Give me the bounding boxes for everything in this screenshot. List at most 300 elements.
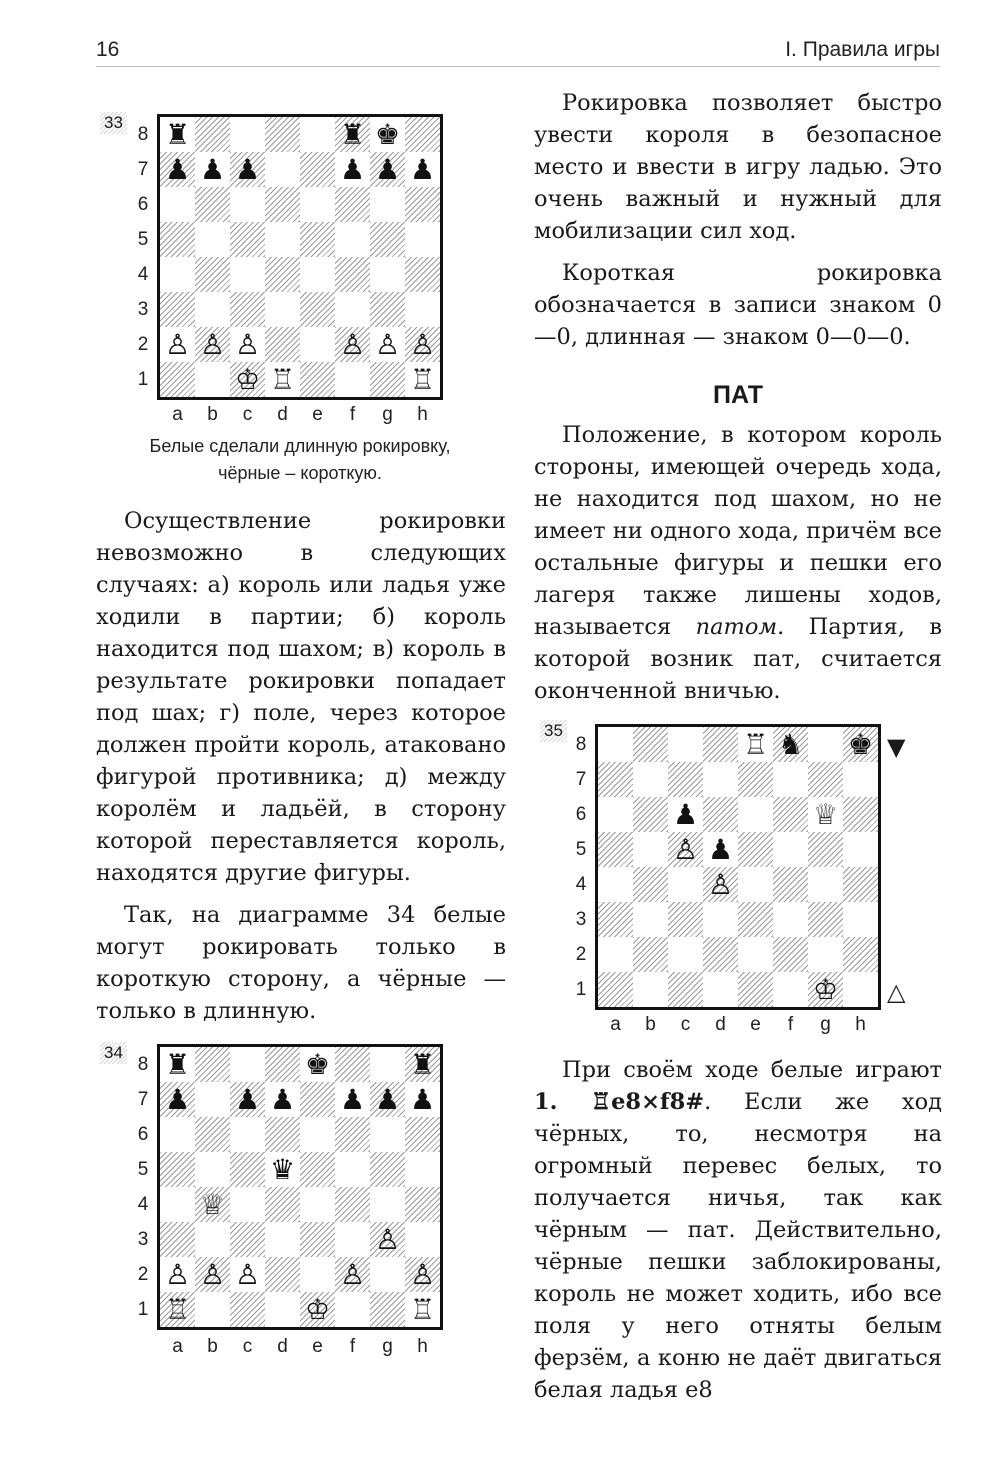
text-span: . Партия, в которой возник пат, считается оконченной вничью. [534,614,942,704]
rank-label: 1 [137,369,149,390]
square-f8 [773,727,808,762]
file-label: c [680,1014,691,1035]
rank-label: 6 [137,1124,149,1145]
square-g1 [370,362,405,397]
square-d5 [265,222,300,257]
rank-label: 1 [575,979,587,1000]
square-a7 [160,152,195,187]
square-e5 [300,1152,335,1187]
square-e2 [300,1257,335,1292]
square-h5 [405,222,440,257]
chess-piece: ♟ [234,1082,261,1116]
chess-piece: ♚ [847,727,874,761]
diagram-caption [110,433,490,487]
file-label: c [242,404,253,425]
square-h2 [843,937,878,972]
square-g6 [370,1117,405,1152]
square-c4 [230,1187,265,1222]
square-a5 [160,1152,195,1187]
right-column-text-bottom [534,1054,942,1406]
square-e5 [300,222,335,257]
square-a2 [160,327,195,362]
square-b1 [195,1292,230,1327]
square-c3 [668,902,703,937]
square-c5 [668,832,703,867]
square-g1 [370,1292,405,1327]
square-a6 [160,187,195,222]
square-c7 [230,152,265,187]
square-d6 [265,1117,300,1152]
square-a3 [160,1222,195,1257]
chess-piece: ♜ [409,1047,436,1081]
square-d8 [703,727,738,762]
square-c7 [230,1082,265,1117]
square-a7 [598,762,633,797]
square-e7 [738,762,773,797]
square-f6 [335,1117,370,1152]
square-b2 [195,327,230,362]
square-b3 [195,292,230,327]
chess-piece: ♙ [409,327,436,361]
section-title: I. Правила игры [785,38,940,61]
square-f8 [335,1047,370,1082]
square-g5 [370,1152,405,1187]
rank-label: 3 [575,909,587,930]
square-h1 [843,972,878,1007]
square-e4 [300,1187,335,1222]
paragraph: Так, на диаграмме 34 белые могут рокировать только в короткую сторону, а чёрные — только в длинную. [96,902,506,1024]
square-g3 [370,1222,405,1257]
file-label: d [277,404,288,425]
chess-piece: ♟ [672,797,699,831]
square-d6 [265,187,300,222]
square-f1 [335,1292,370,1327]
square-d8 [265,117,300,152]
square-g8 [370,117,405,152]
square-f1 [335,362,370,397]
rank-label: 7 [137,159,149,180]
square-d1 [703,972,738,1007]
square-g2 [370,1257,405,1292]
rank-label: 8 [575,734,587,755]
square-b3 [633,902,668,937]
right-column-text [534,87,942,707]
square-c6 [230,187,265,222]
square-e4 [300,257,335,292]
chess-piece: ♙ [339,1257,366,1291]
square-c8 [230,117,265,152]
chess-piece: ♚ [374,117,401,151]
chess-board [157,1044,443,1330]
square-b5 [633,832,668,867]
square-b6 [195,1117,230,1152]
square-f2 [335,327,370,362]
square-h5 [405,1152,440,1187]
square-e5 [738,832,773,867]
file-label: f [349,1336,356,1357]
square-f7 [335,1082,370,1117]
square-d7 [265,1082,300,1117]
square-g3 [808,902,843,937]
square-g7 [370,1082,405,1117]
square-c2 [230,327,265,362]
chess-piece: ♟ [707,832,734,866]
square-g7 [808,762,843,797]
left-column-text [96,505,506,1027]
square-c1 [230,362,265,397]
square-f3 [773,902,808,937]
square-b6 [633,797,668,832]
square-b4 [195,257,230,292]
section-heading: ПАТ [712,381,764,409]
chess-piece: ♙ [374,1222,401,1256]
term-italic: патом [695,614,778,640]
square-c3 [230,292,265,327]
square-e2 [738,937,773,972]
paragraph: Осуществление рокировки невозможно в следующих случаях: а) король или ладья уже ходили в партии; б) король находится под шахом; в) король в результате рокировки попадает под шах; г) поле, через которое должен пройти король, атаковано фигурой противника; д) между королём и ладьёй, в сторону которой переставляется король, находятся другие фигуры. [96,508,506,886]
square-a1 [160,362,195,397]
square-c8 [230,1047,265,1082]
square-b1 [633,972,668,1007]
square-g5 [808,832,843,867]
square-g8 [370,1047,405,1082]
file-label: g [382,1336,393,1357]
square-b5 [195,222,230,257]
square-g8 [808,727,843,762]
chess-piece: ♔ [234,362,261,396]
square-h2 [405,1257,440,1292]
rank-label: 7 [575,769,587,790]
square-h3 [405,292,440,327]
square-b2 [195,1257,230,1292]
square-a8 [160,117,195,152]
chess-piece: ♟ [164,1082,191,1116]
chess-piece: ♟ [164,152,191,186]
square-b6 [195,187,230,222]
square-d3 [703,902,738,937]
square-f2 [335,1257,370,1292]
chess-piece: ♙ [409,1257,436,1291]
square-h7 [405,1082,440,1117]
file-label: f [787,1014,794,1035]
square-b7 [633,762,668,797]
white-to-move-marker: △ [887,978,906,1006]
caption-line-1: Белые сделали длинную рокировку, [149,436,451,456]
rank-label: 8 [137,1054,149,1075]
square-a8 [160,1047,195,1082]
chess-board [157,114,443,400]
square-g2 [808,937,843,972]
square-c2 [230,1257,265,1292]
caption-line-2: чёрные – короткую. [218,463,382,483]
chess-piece: ♞ [777,727,804,761]
square-c4 [230,257,265,292]
square-d2 [265,327,300,362]
rank-label: 6 [575,804,587,825]
paragraph: Короткая рокировка обозначается в записи знаком 0—0, длинная — знаком 0—0—0. [534,260,942,350]
chess-piece: ♙ [672,832,699,866]
rank-label: 6 [137,194,149,215]
square-h3 [405,1222,440,1257]
text-span: . Если же ход чёрных, то, несмотря на огромный перевес белых, то получается ничья, так как чёрным — пат. Действительно, чёрные пешки заблокированы, король не может ходить, ибо все поля у него отняты белым ферзём, а коню не даёт двигаться белая ладья e8 [534,1089,942,1403]
page-number: 16 [96,38,120,61]
square-f3 [335,1222,370,1257]
square-f4 [335,257,370,292]
square-b4 [195,1187,230,1222]
chess-piece: ♙ [234,327,261,361]
square-g3 [370,292,405,327]
square-e7 [300,152,335,187]
square-h8 [405,117,440,152]
file-label: b [207,404,218,425]
chess-piece: ♙ [199,1257,226,1291]
square-e6 [300,1117,335,1152]
chess-piece: ♟ [374,1082,401,1116]
file-label: e [312,404,323,425]
square-h8 [405,1047,440,1082]
square-b8 [195,117,230,152]
chess-piece: ♛ [269,1152,296,1186]
square-h8 [843,727,878,762]
rank-label: 5 [137,1159,149,1180]
rank-label: 2 [575,944,587,965]
square-b7 [195,152,230,187]
text-span: Положение, в котором король стороны, имеющей очередь хода, не находится под шахом, но не имеет ни одного хода, причём все остальные фигуры и пешки его лагеря также лишены ходов, называется [534,422,942,640]
square-e8 [300,1047,335,1082]
square-g2 [370,327,405,362]
chess-piece: ♕ [812,797,839,831]
square-c4 [668,867,703,902]
chess-piece: ♜ [339,117,366,151]
file-label: e [750,1014,761,1035]
rank-label: 2 [137,1264,149,1285]
square-e6 [300,187,335,222]
square-f4 [773,867,808,902]
square-g5 [370,222,405,257]
chess-piece: ♕ [199,1187,226,1221]
square-d6 [703,797,738,832]
square-d4 [265,1187,300,1222]
square-b3 [195,1222,230,1257]
square-g6 [808,797,843,832]
file-label: g [820,1014,831,1035]
square-d1 [265,362,300,397]
file-label: d [277,1336,288,1357]
square-a3 [598,902,633,937]
square-b8 [195,1047,230,1082]
chess-piece: ♙ [339,327,366,361]
chess-piece: ♟ [409,152,436,186]
square-f8 [335,117,370,152]
rank-label: 1 [137,1299,149,1320]
chess-piece: ♙ [164,1257,191,1291]
square-h1 [405,362,440,397]
square-a7 [160,1082,195,1117]
paragraph [534,1054,942,1406]
square-h5 [843,832,878,867]
square-d5 [265,1152,300,1187]
file-label: a [172,404,183,425]
square-a4 [160,1187,195,1222]
chess-piece: ♖ [409,362,436,396]
square-h1 [405,1292,440,1327]
file-label: g [382,404,393,425]
square-f5 [335,222,370,257]
square-g4 [370,257,405,292]
square-b4 [633,867,668,902]
chess-piece: ♚ [304,1047,331,1081]
chess-piece: ♟ [199,152,226,186]
rank-label: 4 [137,1194,149,1215]
square-a6 [160,1117,195,1152]
square-a5 [160,222,195,257]
chess-piece: ♙ [374,327,401,361]
diagram-number: 33 [100,112,127,134]
square-c5 [230,222,265,257]
file-label: b [207,1336,218,1357]
square-f6 [335,187,370,222]
square-d2 [265,1257,300,1292]
square-f7 [335,152,370,187]
chess-piece: ♙ [199,327,226,361]
square-d2 [703,937,738,972]
square-e3 [300,1222,335,1257]
square-e8 [300,117,335,152]
square-c2 [668,937,703,972]
square-g6 [370,187,405,222]
square-h6 [405,187,440,222]
page-header [96,38,940,67]
rank-label: 5 [575,839,587,860]
rank-label: 2 [137,334,149,355]
square-d3 [265,292,300,327]
square-a1 [598,972,633,1007]
square-f1 [773,972,808,1007]
square-c6 [230,1117,265,1152]
square-e3 [738,902,773,937]
square-f4 [335,1187,370,1222]
square-f2 [773,937,808,972]
square-h6 [843,797,878,832]
square-c7 [668,762,703,797]
diagram-number: 35 [540,720,567,742]
square-g1 [808,972,843,1007]
square-g4 [808,867,843,902]
square-h4 [405,1187,440,1222]
square-f3 [335,292,370,327]
rank-label: 4 [575,874,587,895]
square-e1 [738,972,773,1007]
black-to-move-marker: ▼ [887,733,906,761]
square-b1 [195,362,230,397]
square-d4 [265,257,300,292]
square-c1 [230,1292,265,1327]
chess-piece: ♟ [374,152,401,186]
file-label: h [417,1336,428,1357]
chess-board [595,724,881,1010]
square-f5 [335,1152,370,1187]
chess-piece: ♖ [742,727,769,761]
chess-piece: ♟ [234,152,261,186]
square-a4 [598,867,633,902]
square-b7 [195,1082,230,1117]
square-d4 [703,867,738,902]
square-f6 [773,797,808,832]
square-d8 [265,1047,300,1082]
chess-piece: ♖ [409,1292,436,1326]
square-d3 [265,1222,300,1257]
file-label: a [172,1336,183,1357]
chess-piece: ♟ [269,1082,296,1116]
square-e3 [300,292,335,327]
rank-label: 5 [137,229,149,250]
chess-piece: ♟ [409,1082,436,1116]
rank-label: 3 [137,1229,149,1250]
square-e2 [300,327,335,362]
file-label: f [349,404,356,425]
file-label: d [715,1014,726,1035]
file-label: a [610,1014,621,1035]
file-label: c [242,1336,253,1357]
diagram-number: 34 [100,1042,127,1064]
file-label: e [312,1336,323,1357]
chess-piece: ♜ [164,1047,191,1081]
square-h7 [405,152,440,187]
square-h4 [843,867,878,902]
square-e6 [738,797,773,832]
square-h4 [405,257,440,292]
move-notation: 1. ♖e8×f8# [534,1089,705,1115]
chess-piece: ♜ [164,117,191,151]
square-f7 [773,762,808,797]
chess-piece: ♖ [269,362,296,396]
square-a8 [598,727,633,762]
square-e4 [738,867,773,902]
square-c1 [668,972,703,1007]
square-d1 [265,1292,300,1327]
square-c3 [230,1222,265,1257]
square-e1 [300,362,335,397]
square-h7 [843,762,878,797]
square-a4 [160,257,195,292]
square-a1 [160,1292,195,1327]
rank-label: 8 [137,124,149,145]
chess-piece: ♖ [164,1292,191,1326]
text-span: При своём ходе белые играют [562,1057,942,1083]
file-label: h [417,404,428,425]
square-h6 [405,1117,440,1152]
chess-piece: ♟ [339,1082,366,1116]
rank-label: 4 [137,264,149,285]
square-a5 [598,832,633,867]
square-e8 [738,727,773,762]
square-c6 [668,797,703,832]
file-label: h [855,1014,866,1035]
chess-piece: ♟ [339,152,366,186]
rank-label: 3 [137,299,149,320]
square-h2 [405,327,440,362]
paragraph [534,419,942,707]
paragraph: Рокировка позволяет быстро увести короля в безопасное место и ввести в игру ладью. Это очень важный и нужный для мобилизации сил ход. [534,90,942,244]
square-a3 [160,292,195,327]
square-g7 [370,152,405,187]
rank-label: 7 [137,1089,149,1110]
square-a2 [598,937,633,972]
chess-piece: ♔ [304,1292,331,1326]
square-a2 [160,1257,195,1292]
square-e7 [300,1082,335,1117]
square-f5 [773,832,808,867]
